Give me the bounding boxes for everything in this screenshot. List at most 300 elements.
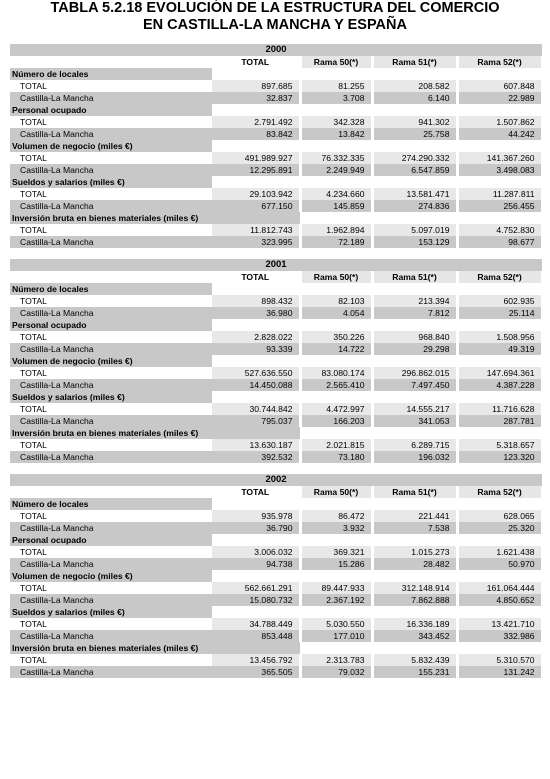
category-blank-cell: [300, 283, 372, 295]
column-header-row: [10, 56, 542, 68]
table-row: [10, 379, 542, 391]
row-label: Castilla-La Mancha: [10, 630, 212, 642]
value-cell: 221.441: [372, 510, 457, 522]
value-cell: 7.538: [372, 522, 457, 534]
value-cell: 13.842: [300, 128, 372, 140]
column-header: Rama 50(*): [300, 486, 372, 498]
category-blank-cell: [212, 104, 300, 116]
value-cell: 897.685: [212, 80, 300, 92]
value-cell: 11.812.743: [212, 224, 300, 236]
category-blank-cell: [457, 534, 542, 546]
value-cell: 141.367.260: [457, 152, 542, 164]
year-table-2002: [10, 474, 544, 678]
category-blank-cell: [300, 606, 372, 618]
title-line-1: TABLA 5.2.18 EVOLUCIÓN DE LA ESTRUCTURA DEL COMERCIO: [50, 0, 500, 16]
category-label: Volumen de negocio (miles €): [10, 570, 212, 582]
table-row: [10, 295, 542, 307]
category-blank-cell: [372, 606, 457, 618]
table-row: [10, 558, 542, 570]
category-label: Inversión bruta en bienes materiales (miles €): [10, 427, 300, 439]
category-row: [10, 534, 542, 546]
value-cell: 15.286: [300, 558, 372, 570]
row-label: TOTAL: [10, 331, 212, 343]
category-blank-cell: [300, 355, 372, 367]
value-cell: 93.339: [212, 343, 300, 355]
value-cell: 7.812: [372, 307, 457, 319]
value-cell: 161.064.444: [457, 582, 542, 594]
value-cell: 312.148.914: [372, 582, 457, 594]
category-blank-cell: [457, 212, 542, 224]
row-label: TOTAL: [10, 546, 212, 558]
value-cell: 6.289.715: [372, 439, 457, 451]
category-blank-cell: [457, 319, 542, 331]
table-row: [10, 236, 542, 248]
table-row: [10, 367, 542, 379]
value-cell: 25.320: [457, 522, 542, 534]
category-blank-cell: [457, 355, 542, 367]
value-cell: 25.114: [457, 307, 542, 319]
value-cell: 14.722: [300, 343, 372, 355]
table-row: [10, 128, 542, 140]
value-cell: 29.103.942: [212, 188, 300, 200]
value-cell: 4.054: [300, 307, 372, 319]
category-label: Inversión bruta en bienes materiales (miles €): [10, 212, 300, 224]
value-cell: 44.242: [457, 128, 542, 140]
category-blank-cell: [300, 176, 372, 188]
table-row: [10, 451, 542, 463]
value-cell: 30.744.842: [212, 403, 300, 415]
category-label: Sueldos y salarios (miles €): [10, 176, 212, 188]
value-cell: 7.862.888: [372, 594, 457, 606]
column-header: Rama 52(*): [457, 271, 542, 283]
value-cell: 341.053: [372, 415, 457, 427]
value-cell: 898.432: [212, 295, 300, 307]
row-label: TOTAL: [10, 403, 212, 415]
value-cell: 4.387.228: [457, 379, 542, 391]
value-cell: 82.103: [300, 295, 372, 307]
row-label: TOTAL: [10, 582, 212, 594]
column-header: Rama 51(*): [372, 271, 457, 283]
category-blank-cell: [300, 642, 372, 654]
category-row: [10, 427, 542, 439]
value-cell: 562.661.291: [212, 582, 300, 594]
category-blank-cell: [300, 68, 372, 80]
value-cell: 7.497.450: [372, 379, 457, 391]
category-label: Sueldos y salarios (miles €): [10, 391, 212, 403]
value-cell: 98.677: [457, 236, 542, 248]
category-blank-cell: [372, 642, 457, 654]
category-row: [10, 68, 542, 80]
category-label: Número de locales: [10, 283, 212, 295]
table-row: [10, 630, 542, 642]
category-row: [10, 355, 542, 367]
category-blank-cell: [372, 534, 457, 546]
value-cell: 89.447.933: [300, 582, 372, 594]
column-header-empty: [10, 56, 212, 68]
table-row: [10, 152, 542, 164]
category-blank-cell: [212, 355, 300, 367]
value-cell: 153.129: [372, 236, 457, 248]
column-header-row: [10, 271, 542, 283]
value-cell: 166.203: [300, 415, 372, 427]
value-cell: 11.287.811: [457, 188, 542, 200]
column-header: Rama 50(*): [300, 56, 372, 68]
category-label: Volumen de negocio (miles €): [10, 355, 212, 367]
category-blank-cell: [457, 176, 542, 188]
table-row: [10, 546, 542, 558]
category-blank-cell: [457, 427, 542, 439]
table-row: [10, 343, 542, 355]
value-cell: 15.080.732: [212, 594, 300, 606]
column-header: Rama 52(*): [457, 486, 542, 498]
value-cell: 4.850.652: [457, 594, 542, 606]
category-blank-cell: [212, 534, 300, 546]
value-cell: 2.367.192: [300, 594, 372, 606]
year-label: 2001: [10, 259, 542, 271]
value-cell: 4.472.997: [300, 403, 372, 415]
category-blank-cell: [300, 427, 372, 439]
value-cell: 256.455: [457, 200, 542, 212]
value-cell: 81.255: [300, 80, 372, 92]
category-blank-cell: [300, 498, 372, 510]
value-cell: 1.507.862: [457, 116, 542, 128]
column-header-row: [10, 486, 542, 498]
value-cell: 2.249.949: [300, 164, 372, 176]
value-cell: 1.508.956: [457, 331, 542, 343]
value-cell: 32.837: [212, 92, 300, 104]
value-cell: 968.840: [372, 331, 457, 343]
row-label: Castilla-La Mancha: [10, 236, 212, 248]
value-cell: 25.758: [372, 128, 457, 140]
value-cell: 2.565.410: [300, 379, 372, 391]
category-row: [10, 642, 542, 654]
value-cell: 5.030.550: [300, 618, 372, 630]
value-cell: 94.738: [212, 558, 300, 570]
value-cell: 13.421.710: [457, 618, 542, 630]
column-header: Rama 52(*): [457, 56, 542, 68]
value-cell: 1.962.894: [300, 224, 372, 236]
value-cell: 287.781: [457, 415, 542, 427]
category-row: [10, 498, 542, 510]
value-cell: 13.581.471: [372, 188, 457, 200]
category-label: Número de locales: [10, 498, 212, 510]
value-cell: 13.456.792: [212, 654, 300, 666]
table-row: [10, 403, 542, 415]
value-cell: 28.482: [372, 558, 457, 570]
table-row: [10, 666, 542, 678]
category-row: [10, 140, 542, 152]
column-header: TOTAL: [212, 486, 300, 498]
value-cell: 86.472: [300, 510, 372, 522]
value-cell: 73.180: [300, 451, 372, 463]
row-label: TOTAL: [10, 188, 212, 200]
value-cell: 6.547.859: [372, 164, 457, 176]
table-row: [10, 522, 542, 534]
category-blank-cell: [300, 104, 372, 116]
category-blank-cell: [300, 319, 372, 331]
table-row: [10, 415, 542, 427]
table-row: [10, 200, 542, 212]
value-cell: 491.989.927: [212, 152, 300, 164]
row-label: Castilla-La Mancha: [10, 558, 212, 570]
value-cell: 6.140: [372, 92, 457, 104]
data-tables: [10, 44, 542, 678]
value-cell: 16.336.189: [372, 618, 457, 630]
category-blank-cell: [457, 606, 542, 618]
column-header-empty: [10, 271, 212, 283]
year-label: 2002: [10, 474, 542, 486]
year-table-2001: [10, 259, 544, 463]
value-cell: 3.708: [300, 92, 372, 104]
column-header: Rama 51(*): [372, 486, 457, 498]
category-blank-cell: [457, 498, 542, 510]
category-row: [10, 570, 542, 582]
value-cell: 79.032: [300, 666, 372, 678]
row-label: Castilla-La Mancha: [10, 343, 212, 355]
value-cell: 369.321: [300, 546, 372, 558]
value-cell: 4.752.830: [457, 224, 542, 236]
category-row: [10, 212, 542, 224]
value-cell: 350.226: [300, 331, 372, 343]
column-header: TOTAL: [212, 56, 300, 68]
value-cell: 5.097.019: [372, 224, 457, 236]
category-blank-cell: [212, 68, 300, 80]
value-cell: 83.842: [212, 128, 300, 140]
section-gap: [10, 248, 542, 259]
category-blank-cell: [212, 283, 300, 295]
category-row: [10, 319, 542, 331]
category-blank-cell: [372, 427, 457, 439]
value-cell: 22.989: [457, 92, 542, 104]
table-row: [10, 224, 542, 236]
row-label: Castilla-La Mancha: [10, 451, 212, 463]
table-row: [10, 618, 542, 630]
value-cell: 36.790: [212, 522, 300, 534]
value-cell: 49.319: [457, 343, 542, 355]
value-cell: 2.791.492: [212, 116, 300, 128]
value-cell: 4.234.660: [300, 188, 372, 200]
value-cell: 342.328: [300, 116, 372, 128]
category-blank-cell: [372, 391, 457, 403]
value-cell: 196.032: [372, 451, 457, 463]
title-line-2: EN CASTILLA-LA MANCHA Y ESPAÑA: [143, 17, 407, 33]
value-cell: 677.150: [212, 200, 300, 212]
value-cell: 2.021.815: [300, 439, 372, 451]
category-blank-cell: [457, 140, 542, 152]
value-cell: 628.065: [457, 510, 542, 522]
table-row: [10, 582, 542, 594]
category-label: Personal ocupado: [10, 104, 212, 116]
value-cell: 76.332.335: [300, 152, 372, 164]
value-cell: 14.450.088: [212, 379, 300, 391]
value-cell: 11.716.628: [457, 403, 542, 415]
category-blank-cell: [212, 391, 300, 403]
category-blank-cell: [212, 570, 300, 582]
value-cell: 602.935: [457, 295, 542, 307]
row-label: Castilla-La Mancha: [10, 379, 212, 391]
value-cell: 155.231: [372, 666, 457, 678]
category-row: [10, 283, 542, 295]
table-row: [10, 116, 542, 128]
table-row: [10, 80, 542, 92]
row-label: TOTAL: [10, 367, 212, 379]
row-label: TOTAL: [10, 510, 212, 522]
table-row: [10, 654, 542, 666]
category-blank-cell: [300, 140, 372, 152]
category-blank-cell: [212, 319, 300, 331]
category-blank-cell: [212, 498, 300, 510]
table-row: [10, 331, 542, 343]
category-blank-cell: [372, 498, 457, 510]
category-label: Personal ocupado: [10, 319, 212, 331]
category-label: Volumen de negocio (miles €): [10, 140, 212, 152]
row-label: Castilla-La Mancha: [10, 666, 212, 678]
value-cell: 72.189: [300, 236, 372, 248]
table-row: [10, 188, 542, 200]
value-cell: 2.828.022: [212, 331, 300, 343]
row-label: Castilla-La Mancha: [10, 594, 212, 606]
year-row: [10, 44, 542, 56]
category-blank-cell: [457, 391, 542, 403]
category-blank-cell: [212, 140, 300, 152]
value-cell: 3.932: [300, 522, 372, 534]
value-cell: 147.694.361: [457, 367, 542, 379]
row-label: Castilla-La Mancha: [10, 522, 212, 534]
category-label: Personal ocupado: [10, 534, 212, 546]
category-blank-cell: [372, 68, 457, 80]
category-label: Inversión bruta en bienes materiales (miles €): [10, 642, 300, 654]
category-row: [10, 104, 542, 116]
value-cell: 177.010: [300, 630, 372, 642]
category-blank-cell: [212, 606, 300, 618]
value-cell: 332.986: [457, 630, 542, 642]
value-cell: 5.318.657: [457, 439, 542, 451]
value-cell: 3.498.083: [457, 164, 542, 176]
year-row: [10, 474, 542, 486]
value-cell: 12.295.891: [212, 164, 300, 176]
row-label: Castilla-La Mancha: [10, 307, 212, 319]
value-cell: 527.636.550: [212, 367, 300, 379]
value-cell: 1.015.273: [372, 546, 457, 558]
category-blank-cell: [372, 355, 457, 367]
value-cell: 213.394: [372, 295, 457, 307]
category-blank-cell: [212, 176, 300, 188]
category-label: Sueldos y salarios (miles €): [10, 606, 212, 618]
row-label: TOTAL: [10, 224, 212, 236]
table-row: [10, 92, 542, 104]
row-label: TOTAL: [10, 654, 212, 666]
category-blank-cell: [372, 176, 457, 188]
section-gap: [10, 463, 542, 474]
value-cell: 208.582: [372, 80, 457, 92]
value-cell: 795.037: [212, 415, 300, 427]
value-cell: 323.995: [212, 236, 300, 248]
row-label: Castilla-La Mancha: [10, 128, 212, 140]
category-blank-cell: [457, 283, 542, 295]
row-label: Castilla-La Mancha: [10, 200, 212, 212]
row-label: Castilla-La Mancha: [10, 164, 212, 176]
category-blank-cell: [457, 68, 542, 80]
row-label: TOTAL: [10, 152, 212, 164]
category-row: [10, 391, 542, 403]
value-cell: 853.448: [212, 630, 300, 642]
year-row: [10, 259, 542, 271]
category-blank-cell: [300, 570, 372, 582]
category-blank-cell: [372, 570, 457, 582]
column-header: Rama 50(*): [300, 271, 372, 283]
value-cell: 145.859: [300, 200, 372, 212]
value-cell: 13.630.187: [212, 439, 300, 451]
value-cell: 607.848: [457, 80, 542, 92]
column-header-empty: [10, 486, 212, 498]
row-label: TOTAL: [10, 618, 212, 630]
value-cell: 123.320: [457, 451, 542, 463]
value-cell: 935.978: [212, 510, 300, 522]
category-blank-cell: [300, 391, 372, 403]
year-label: 2000: [10, 44, 542, 56]
value-cell: 36.980: [212, 307, 300, 319]
value-cell: 274.836: [372, 200, 457, 212]
value-cell: 3.006.032: [212, 546, 300, 558]
row-label: TOTAL: [10, 439, 212, 451]
value-cell: 5.832.439: [372, 654, 457, 666]
category-blank-cell: [372, 212, 457, 224]
value-cell: 2.313.783: [300, 654, 372, 666]
value-cell: 14.555.217: [372, 403, 457, 415]
table-row: [10, 594, 542, 606]
value-cell: 34.788.449: [212, 618, 300, 630]
value-cell: 131.242: [457, 666, 542, 678]
value-cell: 296.862.015: [372, 367, 457, 379]
value-cell: 1.621.438: [457, 546, 542, 558]
value-cell: 343.452: [372, 630, 457, 642]
category-row: [10, 606, 542, 618]
row-label: TOTAL: [10, 295, 212, 307]
value-cell: 274.290.332: [372, 152, 457, 164]
value-cell: 50.970: [457, 558, 542, 570]
category-blank-cell: [457, 570, 542, 582]
category-blank-cell: [300, 534, 372, 546]
category-blank-cell: [457, 642, 542, 654]
category-blank-cell: [457, 104, 542, 116]
row-label: TOTAL: [10, 116, 212, 128]
table-title: [0, 0, 550, 44]
row-label: Castilla-La Mancha: [10, 415, 212, 427]
year-table-2000: [10, 44, 544, 248]
value-cell: 941.302: [372, 116, 457, 128]
row-label: TOTAL: [10, 80, 212, 92]
column-header: Rama 51(*): [372, 56, 457, 68]
table-row: [10, 439, 542, 451]
value-cell: 392.532: [212, 451, 300, 463]
column-header: TOTAL: [212, 271, 300, 283]
table-row: [10, 164, 542, 176]
category-label: Número de locales: [10, 68, 212, 80]
value-cell: 365.505: [212, 666, 300, 678]
category-blank-cell: [372, 140, 457, 152]
table-row: [10, 510, 542, 522]
table-row: [10, 307, 542, 319]
category-blank-cell: [372, 104, 457, 116]
row-label: Castilla-La Mancha: [10, 92, 212, 104]
category-blank-cell: [372, 319, 457, 331]
category-row: [10, 176, 542, 188]
value-cell: 29.298: [372, 343, 457, 355]
category-blank-cell: [300, 212, 372, 224]
value-cell: 83.080.174: [300, 367, 372, 379]
category-blank-cell: [372, 283, 457, 295]
value-cell: 5.310.570: [457, 654, 542, 666]
